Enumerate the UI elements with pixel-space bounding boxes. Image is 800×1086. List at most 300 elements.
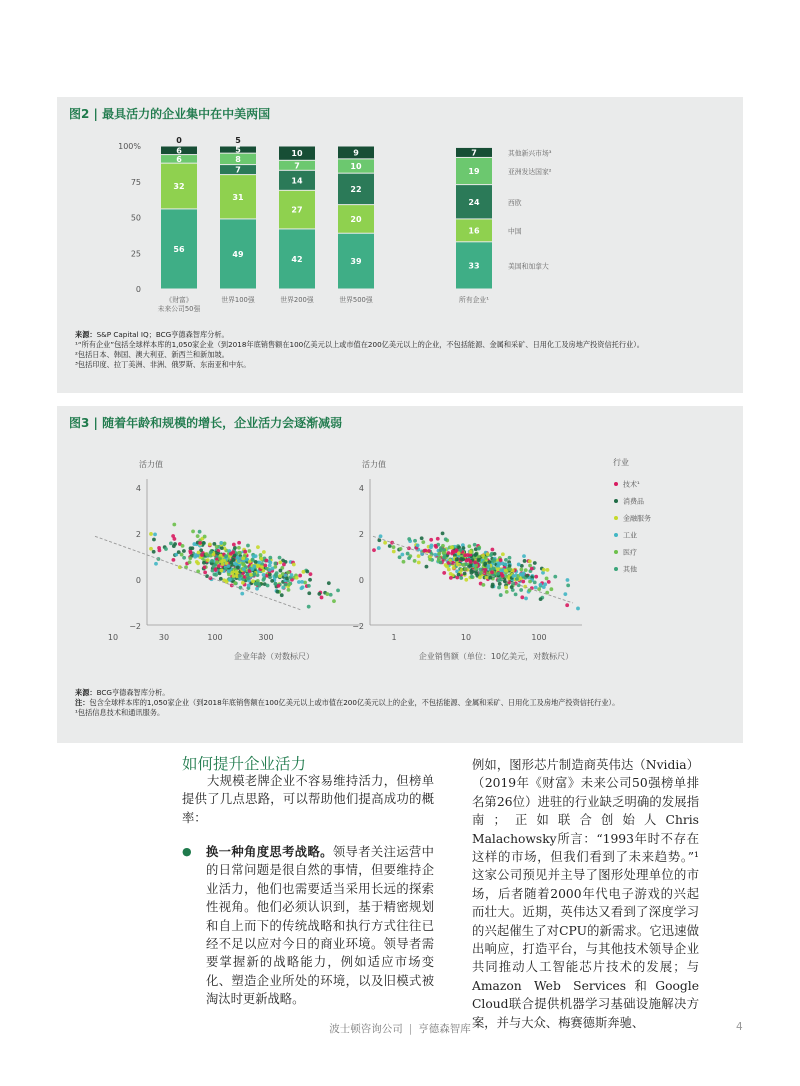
scatter-point bbox=[467, 544, 471, 548]
legend-label: 其他新兴市场³ bbox=[508, 149, 552, 158]
scatter-point bbox=[300, 580, 304, 584]
scatter-point bbox=[508, 567, 512, 571]
scatter-point bbox=[203, 535, 207, 539]
scatter-point bbox=[149, 532, 153, 536]
scatter-point bbox=[169, 541, 173, 545]
scatter-point bbox=[528, 580, 532, 584]
scatter-point bbox=[212, 542, 216, 546]
scatter-point bbox=[307, 584, 311, 588]
scatter-point bbox=[519, 568, 523, 572]
bar-value-label: 10 bbox=[350, 162, 362, 172]
scatter-point bbox=[576, 607, 580, 611]
scatter-point bbox=[228, 578, 232, 582]
scatter-point bbox=[514, 592, 518, 596]
scatter-point bbox=[243, 550, 247, 554]
scatter-point bbox=[537, 587, 541, 591]
scatter-point bbox=[504, 569, 508, 573]
bar-value-label: 10 bbox=[291, 149, 303, 159]
y-tick-label: 100% bbox=[118, 142, 141, 151]
scatter-point bbox=[231, 550, 235, 554]
section-heading: 如何提升企业活力 bbox=[182, 755, 307, 773]
scatter-point bbox=[332, 599, 336, 603]
scatter-point bbox=[422, 549, 426, 553]
scatter-point bbox=[477, 547, 481, 551]
y-tick-label: 4 bbox=[358, 484, 364, 493]
scatter-point bbox=[372, 548, 376, 552]
scatter-point bbox=[212, 553, 216, 557]
legend-dot bbox=[614, 499, 618, 503]
scatter-point bbox=[153, 532, 157, 536]
scatter-point bbox=[305, 570, 309, 574]
y-tick-label: 75 bbox=[130, 177, 141, 187]
scatter-point bbox=[439, 560, 443, 564]
figure2-note1: ¹“所有企业”包括全球样本库的1,050家企业（到2018年底销售额在100亿美元以上或市值在200亿美元以上的企业，不包括能源、金属和采矿、日用化工及房地产投资信托行业）。 bbox=[75, 340, 644, 349]
scatter-point bbox=[205, 552, 209, 556]
scatter-point bbox=[172, 544, 176, 548]
scatter-point bbox=[499, 558, 503, 562]
scatter-point bbox=[477, 558, 481, 562]
bar-value-label: 33 bbox=[468, 261, 480, 271]
scatter-point bbox=[196, 561, 200, 565]
scatter-point bbox=[512, 574, 516, 578]
bar-value-label: 19 bbox=[468, 167, 480, 177]
scatter-point bbox=[450, 546, 454, 550]
scatter-point bbox=[566, 578, 570, 582]
scatter-point bbox=[545, 577, 549, 581]
bar-value-label: 8 bbox=[235, 154, 241, 164]
scatter-point bbox=[279, 569, 283, 573]
scatter-point bbox=[452, 566, 456, 570]
scatter-point bbox=[522, 554, 526, 558]
scatter-point bbox=[256, 582, 260, 586]
scatter-point bbox=[425, 565, 429, 569]
scatter-point bbox=[229, 560, 233, 564]
scatter-point bbox=[249, 573, 253, 577]
scatter-point bbox=[430, 544, 434, 548]
scatter-point bbox=[284, 583, 288, 587]
scatter-point bbox=[198, 541, 202, 545]
legend-dot bbox=[614, 567, 618, 571]
scatter-point bbox=[259, 557, 263, 561]
scatter-point bbox=[445, 565, 449, 569]
scatter-point bbox=[262, 550, 266, 554]
legend-title: 行业 bbox=[613, 458, 629, 467]
bar-value-label: 32 bbox=[173, 182, 185, 192]
scatter-point bbox=[241, 581, 245, 585]
bar-value-label: 49 bbox=[232, 249, 244, 259]
scatter-point bbox=[508, 556, 512, 560]
scatter-point bbox=[466, 553, 470, 557]
scatter-point bbox=[486, 564, 490, 568]
scatter-point bbox=[247, 584, 251, 588]
scatter-point bbox=[265, 559, 269, 563]
scatter-point bbox=[223, 541, 227, 545]
bar-top-label: 5 bbox=[235, 136, 241, 145]
x-category-label: 世界500强 bbox=[339, 296, 373, 304]
scatter-point bbox=[434, 544, 438, 548]
scatter-point bbox=[474, 572, 478, 576]
figure3-scatter-charts bbox=[57, 434, 743, 694]
scatter-point bbox=[257, 560, 261, 564]
legend-label: 技术¹ bbox=[623, 480, 640, 489]
scatter-point bbox=[214, 573, 218, 577]
x-tick-label: 1 bbox=[391, 633, 397, 642]
figure3-panel bbox=[57, 406, 743, 743]
scatter-point bbox=[149, 547, 153, 551]
scatter-point bbox=[533, 561, 537, 565]
scatter-point bbox=[295, 576, 299, 580]
bar-value-label: 31 bbox=[232, 192, 244, 202]
scatter-point bbox=[262, 573, 266, 577]
x-category-label: 《财富》 bbox=[165, 296, 193, 304]
scatter-point bbox=[442, 548, 446, 552]
scatter-point bbox=[219, 541, 223, 545]
scatter-point bbox=[214, 568, 218, 572]
scatter-point bbox=[520, 595, 524, 599]
scatter-point bbox=[188, 556, 192, 560]
scatter-point bbox=[508, 564, 512, 568]
scatter-point bbox=[481, 583, 485, 587]
scatter-point bbox=[202, 561, 206, 565]
scatter-point bbox=[488, 560, 492, 564]
scatter-point bbox=[210, 559, 214, 563]
scatter-point bbox=[420, 536, 424, 540]
y-tick-label: 4 bbox=[135, 484, 141, 493]
scatter-point bbox=[309, 572, 313, 576]
scatter-point bbox=[225, 580, 229, 584]
scatter-point bbox=[464, 567, 468, 571]
scatter-point bbox=[406, 552, 410, 556]
scatter-point bbox=[192, 542, 196, 546]
scatter-point bbox=[246, 544, 250, 548]
bar-top-label: 0 bbox=[176, 136, 182, 145]
bar-value-label: 9 bbox=[353, 148, 359, 158]
page-number: 4 bbox=[736, 1021, 743, 1033]
y-axis-title: 活力值 bbox=[139, 460, 163, 469]
legend-dot bbox=[614, 533, 618, 537]
scatter-point bbox=[302, 570, 306, 574]
scatter-point bbox=[463, 572, 467, 576]
bar-value-label: 5 bbox=[235, 145, 241, 155]
scatter-point bbox=[197, 551, 201, 555]
scatter-point bbox=[491, 583, 495, 587]
page-footer: 波士顿咨询公司 | 亨德森智库 bbox=[329, 1023, 471, 1035]
scatter-point bbox=[421, 540, 425, 544]
scatter-point bbox=[377, 546, 381, 550]
scatter-point bbox=[236, 565, 240, 569]
scatter-point bbox=[266, 584, 270, 588]
scatter-point bbox=[434, 553, 438, 557]
scatter-point bbox=[180, 553, 184, 557]
bar-value-label: 27 bbox=[291, 205, 303, 215]
scatter-point bbox=[429, 538, 433, 542]
scatter-point bbox=[191, 530, 195, 534]
x-tick-label: 10 bbox=[107, 633, 119, 642]
figure3-title: 图3 | 随着年龄和规模的增长，企业活力会逐渐减弱 bbox=[69, 416, 343, 430]
figure3-note1: ¹包括信息技术和通讯服务。 bbox=[75, 708, 165, 717]
scatter-point bbox=[441, 544, 445, 548]
scatter-point bbox=[307, 591, 311, 595]
scatter-point bbox=[226, 564, 230, 568]
scatter-point bbox=[217, 564, 221, 568]
bar-value-label: 24 bbox=[468, 197, 480, 207]
scatter-point bbox=[417, 554, 421, 558]
y-tick-label: −2 bbox=[129, 622, 141, 631]
figure2-bar-chart bbox=[57, 127, 743, 352]
bar-value-label: 42 bbox=[291, 254, 303, 264]
scatter-point bbox=[287, 583, 291, 587]
scatter-point bbox=[252, 572, 256, 576]
scatter-point bbox=[292, 563, 296, 567]
scatter-point bbox=[203, 570, 207, 574]
scatter-point bbox=[489, 553, 493, 557]
scatter-point bbox=[528, 559, 532, 563]
scatter-point bbox=[416, 543, 420, 547]
bar-value-label: 56 bbox=[173, 244, 185, 254]
legend-label: 中国 bbox=[508, 227, 522, 236]
legend-label: 亚洲发达国家² bbox=[508, 168, 552, 177]
legend-label: 医疗 bbox=[623, 548, 637, 557]
scatter-point bbox=[218, 557, 222, 561]
scatter-point bbox=[242, 567, 246, 571]
scatter-point bbox=[274, 574, 278, 578]
scatter-point bbox=[451, 549, 455, 553]
scatter-point bbox=[152, 538, 156, 542]
intro-paragraph: 大规模老牌企业不容易维持活力，但榜单提供了几点思路，可以帮助他们提高成功的概率： bbox=[182, 774, 434, 825]
scatter-point bbox=[497, 561, 501, 565]
scatter-point bbox=[392, 550, 396, 554]
scatter-point bbox=[523, 559, 527, 563]
bullet-body: 领导者关注运营中的日常问题是很自然的事情，但要维持企业活力，他们也需要适当采用长远的探索性视角。他们必须认识到，基于精密规划和自上而下的传统战略和执行方式往往已经不足以应对今日的商业环境。领导者需要掌握新的战略能力，例如适应市场变化、塑造企业所处的环境，以及旧模式被淘汰时更新战略。 bbox=[206, 845, 434, 1007]
scatter-point bbox=[290, 573, 294, 577]
scatter-point bbox=[417, 561, 421, 565]
scatter-point bbox=[278, 560, 282, 564]
legend-label: 金融服务 bbox=[623, 514, 651, 523]
y-tick-label: −2 bbox=[352, 622, 364, 631]
scatter-point bbox=[483, 568, 487, 572]
scatter-point bbox=[320, 596, 324, 600]
scatter-point bbox=[496, 572, 500, 576]
footer-org-right: 亨德森智库 bbox=[418, 1023, 471, 1035]
scatter-point bbox=[238, 574, 242, 578]
scatter-point bbox=[392, 545, 396, 549]
scatter-point bbox=[260, 565, 264, 569]
scatter-point bbox=[300, 586, 304, 590]
scatter-point bbox=[437, 556, 441, 560]
scatter-point bbox=[212, 565, 216, 569]
x-axis-title: 企业销售额（单位：10亿美元，对数标尺） bbox=[418, 652, 574, 661]
scatter-point bbox=[388, 544, 392, 548]
figure2-notes: 来源：S&P Capital IQ；BCG亨德森智库分析。 ¹“所有企业”包括全球样本库的1,050家企业（到2018年底销售额在100亿美元以上或市值在200亿美元以上的企业，不包括能源、金属和采矿、日用化工及房地产投资信托行业）。 ²包括日本、韩国、澳大利亚、新西兰和新加坡。 ³包括印度、拉丁美洲、非洲、俄罗斯、东南亚和中东。 bbox=[75, 330, 725, 370]
bullet-dot-icon: ● bbox=[182, 845, 192, 858]
scatter-point bbox=[232, 574, 236, 578]
scatter-point bbox=[241, 556, 245, 560]
scatter-point bbox=[325, 592, 329, 596]
scatter-point bbox=[470, 571, 474, 575]
scatter-point bbox=[524, 568, 528, 572]
scatter-point bbox=[278, 574, 282, 578]
y-tick-label: 50 bbox=[130, 213, 141, 223]
figure2-note3: ³包括印度、拉丁美洲、非洲、俄罗斯、东南亚和中东。 bbox=[75, 360, 251, 369]
scatter-point bbox=[196, 569, 200, 573]
bar-value-label: 20 bbox=[350, 214, 362, 224]
x-tick-label: 100 bbox=[207, 633, 223, 642]
x-tick-label: 100 bbox=[531, 633, 547, 642]
scatter-point bbox=[499, 593, 503, 597]
scatter-point bbox=[222, 559, 226, 563]
scatter-point bbox=[245, 573, 249, 577]
x-tick-label: 10 bbox=[460, 633, 472, 642]
scatter-point bbox=[399, 547, 403, 551]
scatter-point bbox=[444, 537, 448, 541]
scatter-point bbox=[287, 588, 291, 592]
right-column-paragraph: 例如，图形芯片制造商英伟达（Nvidia）（2019年《财富》未来公司50强榜单排名第26位）进驻的行业缺乏明确的发展指南；正如联合创始人Chris Malachowsky所言：“1993年时不存在这样的市场，但我们看到了未来趋势。”¹ 这家公司预见并主导了图形处理单位的市场，后者随着2000年代电子游戏的兴起而壮大。近期，英伟达又看到了深度学习的兴起催生了对CPU的新需求。它迅速做出响应，打造平台，与其他技术领导企业共同推动人工智能芯片技术的发展；与Amazon Web Services和Google Cloud联合提供机器学习基础设施解决方案，并与大众、梅赛德斯奔驰、 bbox=[472, 758, 699, 1030]
scatter-point bbox=[317, 592, 321, 596]
scatter-point bbox=[519, 588, 523, 592]
bar-value-label: 7 bbox=[235, 165, 241, 175]
scatter-point bbox=[505, 590, 509, 594]
scatter-point bbox=[413, 559, 417, 563]
scatter-point bbox=[464, 578, 468, 582]
scatter-point bbox=[468, 550, 472, 554]
scatter-point bbox=[237, 559, 241, 563]
scatter-point bbox=[154, 562, 158, 566]
scatter-point bbox=[504, 558, 508, 562]
scatter-point bbox=[206, 558, 210, 562]
scatter-plot bbox=[352, 459, 582, 662]
scatter-point bbox=[436, 537, 440, 541]
x-category-label: 所有企业¹ bbox=[459, 296, 489, 304]
scatter-point bbox=[251, 558, 255, 562]
scatter-point bbox=[504, 562, 508, 566]
scatter-point bbox=[286, 570, 290, 574]
scatter-point bbox=[501, 552, 505, 556]
y-tick-label: 2 bbox=[135, 530, 141, 539]
scatter-point bbox=[461, 563, 465, 567]
scatter-point bbox=[252, 555, 256, 559]
legend-dot bbox=[614, 550, 618, 554]
bar-value-label: 6 bbox=[176, 146, 182, 156]
scatter-point bbox=[273, 562, 277, 566]
scatter-point bbox=[237, 546, 241, 550]
scatter-point bbox=[455, 557, 459, 561]
scatter-point bbox=[565, 603, 569, 607]
scatter-point bbox=[237, 551, 241, 555]
scatter-point bbox=[182, 556, 186, 560]
legend-label: 消费品 bbox=[623, 497, 644, 506]
scatter-point bbox=[462, 546, 466, 550]
scatter-point bbox=[282, 563, 286, 567]
scatter-point bbox=[442, 556, 446, 560]
scatter-point bbox=[247, 549, 251, 553]
scatter-point bbox=[478, 575, 482, 579]
scatter-point bbox=[543, 582, 547, 586]
scatter-point bbox=[208, 543, 212, 547]
scatter-point bbox=[441, 531, 445, 535]
scatter-point bbox=[539, 583, 543, 587]
figure3-notes: 来源：BCG亨德森智库分析。 注：包含全球样本库的1,050家企业（到2018年底销售额在100亿美元以上或市值在200亿美元以上的企业，不包括能源、金属和采矿、日用化工及房地产投资信托行业）。 ¹包括信息技术和通讯服务。 bbox=[75, 688, 725, 718]
scatter-point bbox=[181, 544, 185, 548]
figure2-note2: ²包括日本、韩国、澳大利亚、新西兰和新加坡。 bbox=[75, 350, 229, 359]
scatter-point bbox=[203, 565, 207, 569]
scatter-point bbox=[246, 577, 250, 581]
industry-legend bbox=[613, 457, 651, 574]
scatter-point bbox=[308, 578, 312, 582]
scatter-point bbox=[427, 549, 431, 553]
scatter-point bbox=[329, 593, 333, 597]
y-tick-label: 2 bbox=[358, 530, 364, 539]
scatter-point bbox=[327, 581, 331, 585]
scatter-point bbox=[467, 558, 471, 562]
scatter-point bbox=[177, 550, 181, 554]
figure2-title: 图2 | 最具活力的企业集中在中美两国 bbox=[69, 107, 271, 121]
scatter-point bbox=[542, 568, 546, 572]
scatter-point bbox=[479, 567, 483, 571]
scatter-point bbox=[534, 575, 538, 579]
scatter-point bbox=[525, 574, 529, 578]
scatter-point bbox=[219, 569, 223, 573]
bar-value-label: 22 bbox=[350, 184, 362, 194]
scatter-point bbox=[240, 592, 244, 596]
scatter-point bbox=[263, 564, 267, 568]
legend-label: 其他 bbox=[623, 565, 637, 574]
scatter-point bbox=[268, 568, 272, 572]
scatter-point bbox=[280, 593, 284, 597]
scatter-point bbox=[470, 575, 474, 579]
scatter-point bbox=[407, 537, 411, 541]
scatter-point bbox=[383, 541, 387, 545]
legend-dot bbox=[614, 482, 618, 486]
bar-value-label: 14 bbox=[291, 176, 303, 186]
scatter-point bbox=[298, 574, 302, 578]
scatter-point bbox=[202, 541, 206, 545]
bullet-title: 换一种角度思考战略。 bbox=[206, 844, 333, 859]
x-category-label: 未来公司50强 bbox=[157, 305, 201, 313]
scatter-point bbox=[215, 560, 219, 564]
scatter-point bbox=[262, 576, 266, 580]
scatter-point bbox=[486, 552, 490, 556]
scatter-point bbox=[490, 548, 494, 552]
scatter-point bbox=[498, 582, 502, 586]
scatter-point bbox=[233, 562, 237, 566]
scatter-point bbox=[232, 543, 236, 547]
legend-dot bbox=[614, 516, 618, 520]
legend-label: 美国和加拿大 bbox=[508, 262, 549, 271]
bar-value-label: 7 bbox=[294, 161, 300, 171]
scatter-point bbox=[219, 577, 223, 581]
scatter-point bbox=[467, 565, 471, 569]
scatter-point bbox=[534, 586, 538, 590]
scatter-point bbox=[233, 546, 237, 550]
scatter-point bbox=[188, 560, 192, 564]
scatter-point bbox=[278, 556, 282, 560]
scatter-point bbox=[198, 530, 202, 534]
scatter-point bbox=[547, 580, 551, 584]
scatter-point bbox=[237, 541, 241, 545]
scatter-point bbox=[268, 556, 272, 560]
scatter-point bbox=[483, 562, 487, 566]
legend-label: 西欧 bbox=[508, 198, 522, 207]
scatter-point bbox=[252, 564, 256, 568]
scatter-point bbox=[270, 579, 274, 583]
legend-label: 工业 bbox=[623, 531, 637, 540]
scatter-plot bbox=[95, 459, 361, 661]
scatter-point bbox=[499, 568, 503, 572]
scatter-point bbox=[157, 546, 161, 550]
scatter-point bbox=[474, 552, 478, 556]
scatter-point bbox=[546, 568, 550, 572]
scatter-point bbox=[490, 570, 494, 574]
